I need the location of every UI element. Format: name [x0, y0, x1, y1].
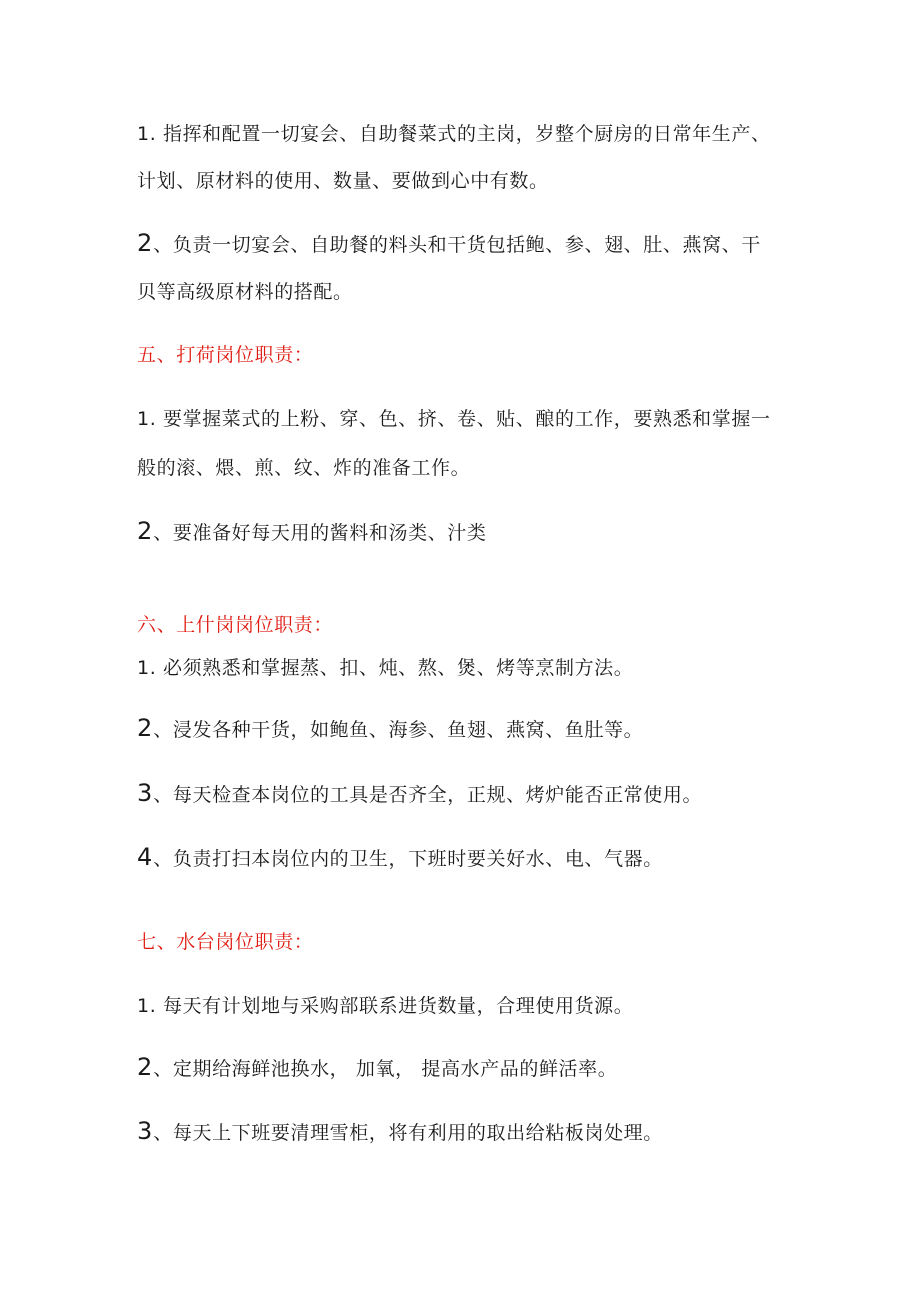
item-number: 2	[137, 1053, 153, 1081]
line-text: 、浸发各种干货，如鲍鱼、海参、鱼翅、燕窝、鱼肚等。	[153, 719, 644, 741]
heading-text: 七、水台岗位职责：	[137, 931, 314, 953]
item-number: 2	[137, 517, 153, 545]
section-6-item-1	[137, 656, 633, 680]
line-text: 、要准备好每天用的酱料和汤类、汁类	[153, 522, 487, 544]
section-6-item-3	[137, 781, 702, 807]
line-text: 贝等高级原材料的搭配。	[137, 281, 353, 303]
line-text: 、每天上下班要清理雪柜，将有利用的取出给粘板岗处理。	[153, 1122, 663, 1144]
line-text: 、每天检查本岗位的工具是否齐全，正规、烤炉能否正常使用。	[153, 784, 703, 806]
section-5-item-1-line-2	[137, 456, 470, 480]
section-6-item-2	[137, 716, 643, 742]
line-text: 1. 指挥和配置一切宴会、自助餐菜式的主岗，岁整个厨房的日常年生产、	[137, 123, 771, 145]
heading-text: 六、上什岗岗位职责：	[137, 614, 334, 636]
heading-text: 五、打荷岗位职责：	[137, 344, 314, 366]
section-7-item-3	[137, 1119, 663, 1145]
line-text: 、负责打扫本岗位内的卫生，下班时要关好水、电、气器。	[153, 848, 663, 870]
section-7-heading	[137, 930, 313, 954]
item-number: 4	[137, 843, 153, 871]
line-text: 1. 必须熟悉和掌握蒸、扣、炖、熬、煲、烤等烹制方法。	[137, 657, 634, 679]
line-text: 1. 要掌握菜式的上粉、穿、色、挤、卷、贴、酿的工作，要熟悉和掌握一	[137, 408, 771, 430]
line-text: 、定期给海鲜池换水， 加氧， 提高水产品的鲜活率。	[153, 1058, 618, 1080]
item-number: 3	[137, 1117, 153, 1145]
item-number: 2	[137, 714, 153, 742]
line-text: 、负责一切宴会、自助餐的料头和干货包括鲍、参、翅、肚、燕窝、干	[153, 234, 761, 256]
section-4-item-1-line-1	[137, 122, 771, 146]
section-6-heading	[137, 613, 333, 637]
line-text: 般的滚、煨、煎、纹、炸的准备工作。	[137, 457, 471, 479]
section-5-item-2	[137, 519, 486, 545]
section-6-item-4	[137, 845, 663, 871]
line-text: 1. 每天有计划地与采购部联系进货数量，合理使用货源。	[137, 995, 634, 1017]
section-7-item-2	[137, 1055, 617, 1081]
section-5-item-1-line-1	[137, 407, 771, 431]
section-4-item-1-line-2	[137, 169, 549, 193]
section-4-item-2-line-1	[137, 231, 761, 257]
section-4-item-2-line-2	[137, 280, 353, 304]
item-number: 3	[137, 779, 153, 807]
section-5-heading	[137, 343, 313, 367]
section-7-item-1	[137, 994, 633, 1018]
item-number: 2	[137, 229, 153, 257]
line-text: 计划、原材料的使用、数量、要做到心中有数。	[137, 170, 549, 192]
